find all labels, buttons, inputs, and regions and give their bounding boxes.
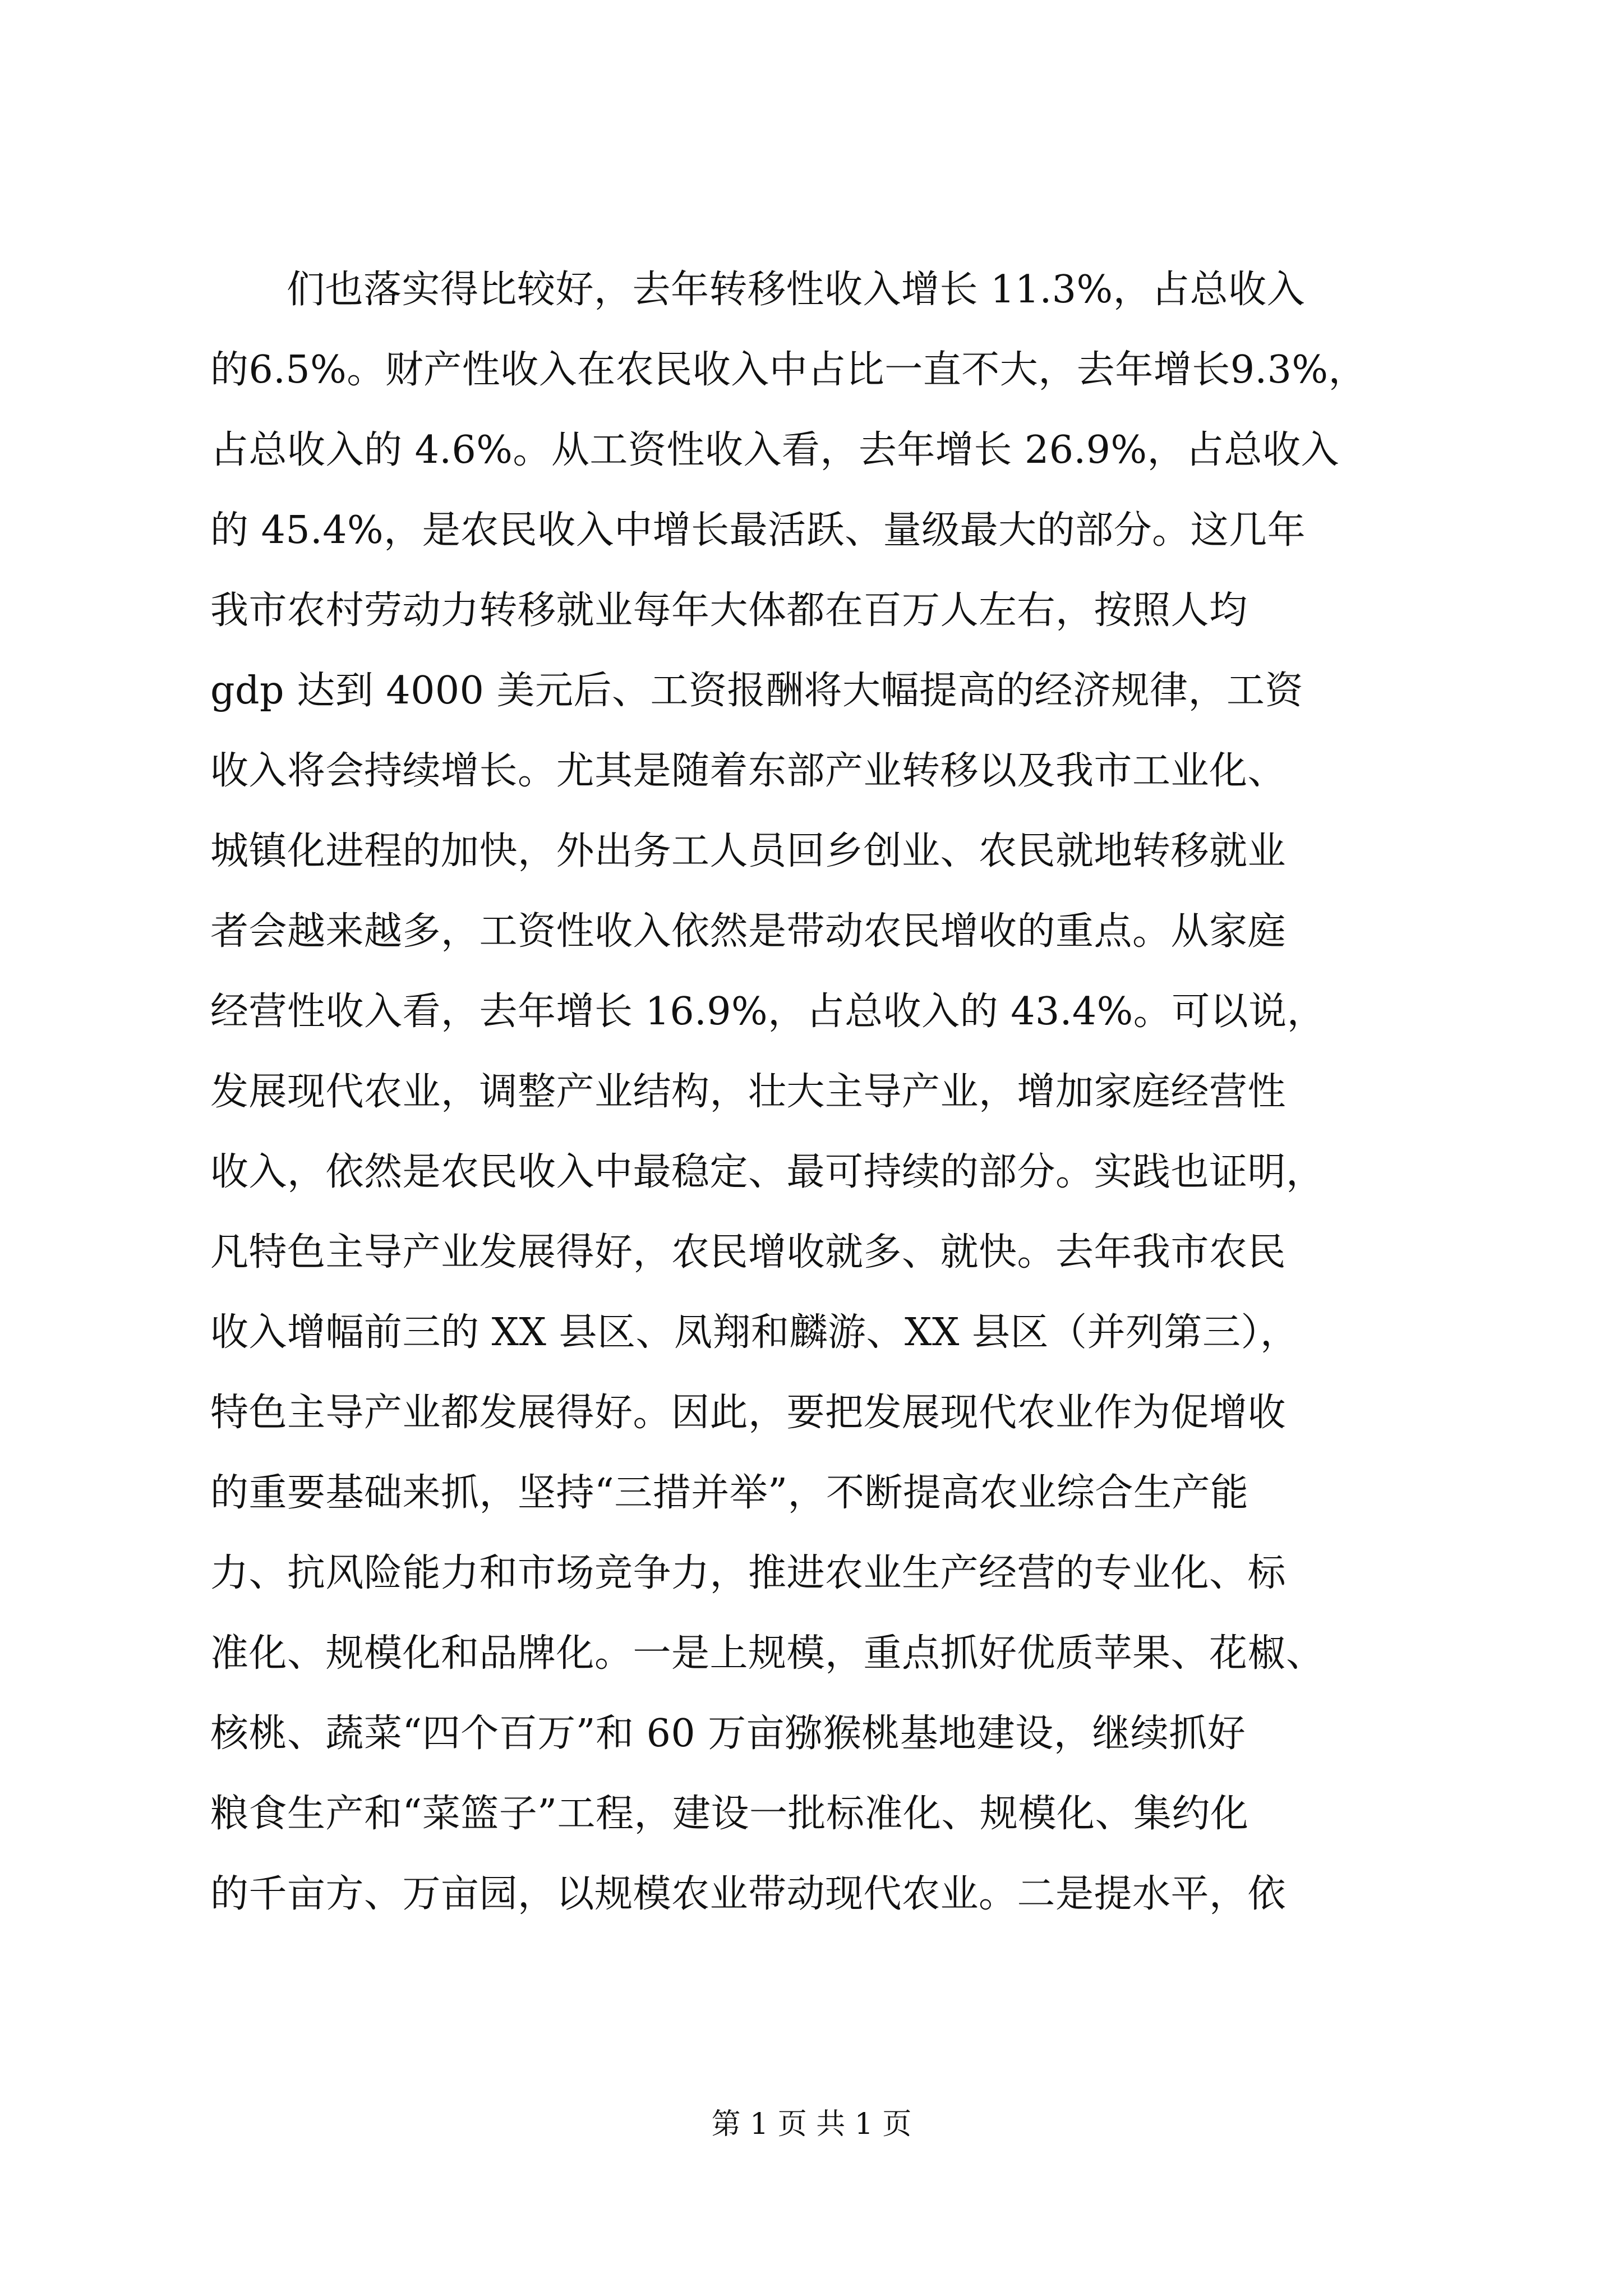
text-line: 粮食生产和“菜篮子”工程，建设一批标准化、规模化、集约化: [210, 1792, 1249, 1836]
text-line: 者会越来越多，工资性收入依然是带动农民增收的重点。从家庭: [210, 909, 1287, 954]
text-line: gdp 达到 4000 美元后、工资报酬将大幅提高的经济规律，工资: [210, 669, 1303, 713]
text-line: 经营性收入看，去年增长 16.9%，占总收入的 43.4%。可以说，: [210, 990, 1326, 1034]
text-line: 收入增幅前三的 XX 县区、凤翔和麟游、XX 县区（并列第三），: [210, 1310, 1299, 1355]
text-line: 准化、规模化和品牌化。一是上规模，重点抓好优质苹果、花椒、: [210, 1631, 1325, 1676]
text-line: 发展现代农业，调整产业结构，壮大主导产业，增加家庭经营性: [210, 1070, 1287, 1114]
text-line: 凡特色主导产业发展得好，农民增收就多、就快。去年我市农民: [210, 1230, 1287, 1274]
text-line: 特色主导产业都发展得好。因此，要把发展现代农业作为促增收: [210, 1391, 1287, 1435]
body-text: [210, 250, 1422, 1934]
text-line: 收入，依然是农民收入中最稳定、最可持续的部分。实践也证明，: [210, 1150, 1325, 1194]
text-line: 们也落实得比较好，去年转移性收入增长 11.3%，占总收入: [287, 268, 1306, 312]
text-line: 收入将会持续增长。尤其是随着东部产业转移以及我市工业化、: [210, 749, 1287, 793]
text-line: 力、抗风险能力和市场竞争力，推进农业生产经营的专业化、标: [210, 1551, 1287, 1595]
text-line: 我市农村劳动力转移就业每年大体都在百万人左右，按照人均: [210, 588, 1248, 633]
text-line: 城镇化进程的加快，外出务工人员回乡创业、农民就地转移就业: [210, 829, 1287, 873]
text-line: 的6.5%。财产性收入在农民收入中占比一直不大，去年增长9.3%，: [210, 348, 1367, 392]
text-line: 的 45.4%，是农民收入中增长最活跃、量级最大的部分。这几年: [210, 508, 1306, 553]
text-line: 的重要基础来抓，坚持“三措并举”，不断提高农业综合生产能: [210, 1471, 1249, 1515]
text-line: 核桃、蔬菜“四个百万”和 60 万亩猕猴桃基地建设，继续抓好: [210, 1711, 1246, 1756]
page-footer: [0, 2105, 1623, 2144]
text-line: 占总收入的 4.6%。从工资性收入看，去年增长 26.9%，占总收入: [210, 428, 1340, 472]
text-line: 的千亩方、万亩园，以规模农业带动现代农业。二是提水平，依: [210, 1872, 1287, 1916]
page-number-label: 第 1 页 共 1 页: [711, 2108, 912, 2141]
